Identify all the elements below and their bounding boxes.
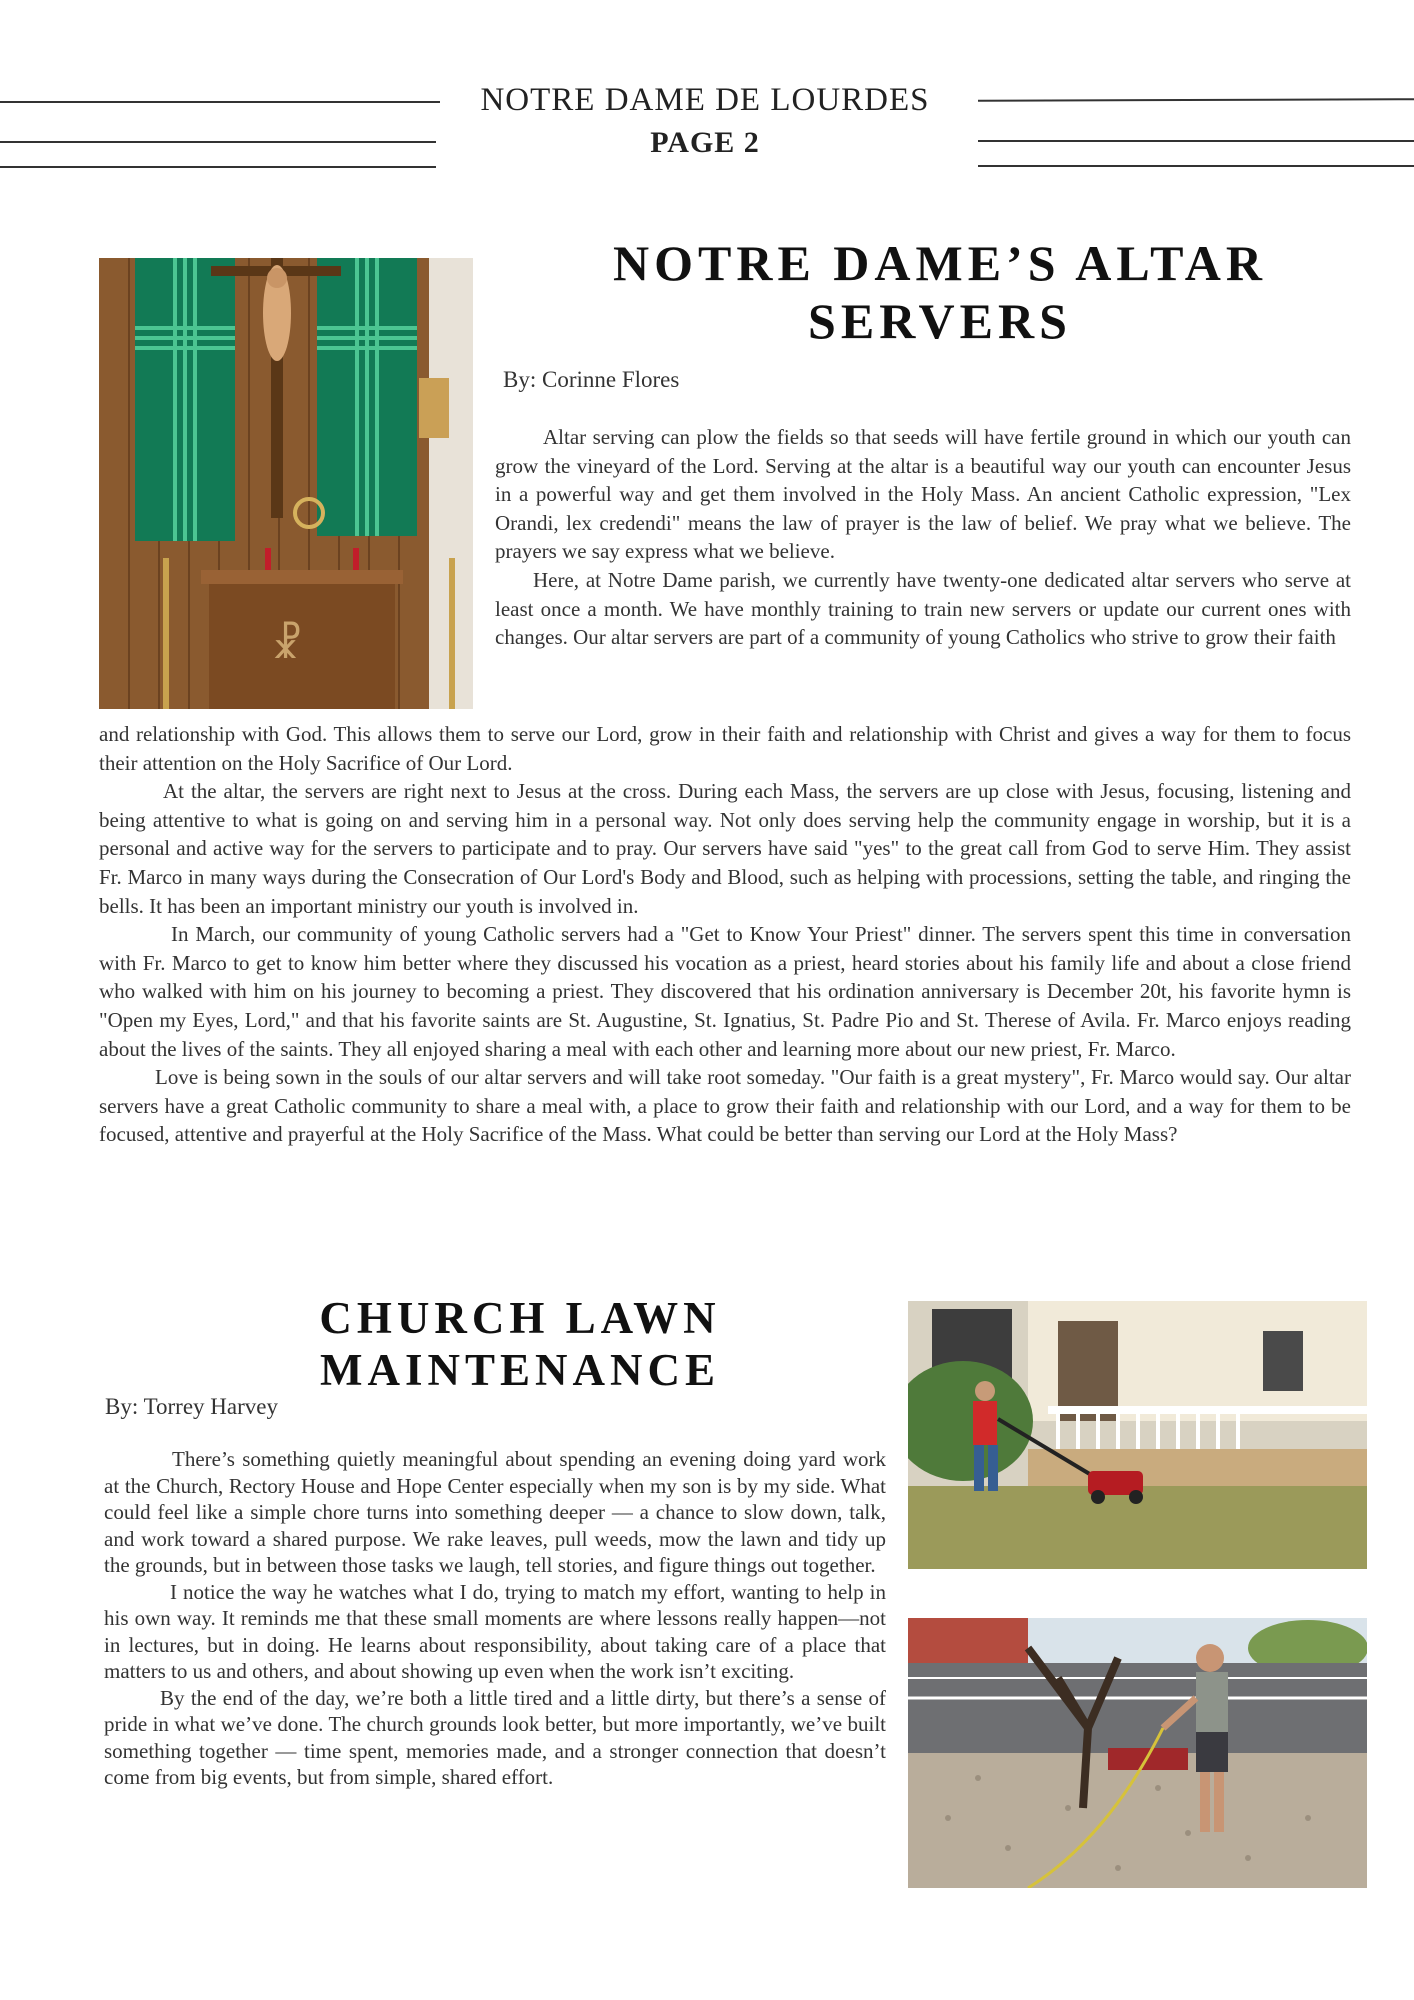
masthead-rule-mid-left [0,141,436,143]
masthead-rule-mid-right [978,140,1414,142]
paragraph: By the end of the day, we’re both a little tired and a little dirty, but there’s a sense of pride in what we’ve done. The church grounds look better, but more importantly, we’ve built something together — time spent, memories made, and a stronger connection that doesn’t come from big events, but from simple, shared effort. [104,1685,886,1789]
paragraph: In March, our community of young Catholic servers had a "Get to Know Your Priest" dinner. The servers spent this time in conversation with Fr. Marco to get to know him better where they discussed his vocation as a priest, heard stories about his family life and about a close friend who walked with him on his journey to becoming a priest. They discovered that his ordination anniversary is December 20t, his favorite hymn is "Open my Eyes, Lord," and that his favorite saints are St. Augustine, St. Ignatius, St. Padre Pio and St. Therese of Avila. Fr. Marco enjoys reading about the lives of the saints. They all enjoyed sharing a meal with each other and learning more about our new priest, Fr. Marco. [99,922,1351,1061]
article-byline-lawn: By: Torrey Harvey [105,1394,278,1419]
newsletter-title: NOTRE DAME DE LOURDES [480,82,930,118]
article-byline-altar-servers: By: Corinne Flores [503,367,680,392]
article-headline-altar-servers [560,234,1320,350]
lawn-mowing-photo [908,1301,1367,1569]
article-headline-lawn-maintenance [240,1292,800,1396]
headline-line-2: SERVERS [808,293,1072,349]
headline-line-1: CHURCH LAWN [319,1293,721,1343]
headline-line-1: NOTRE DAME’S ALTAR [613,235,1267,291]
paragraph: I notice the way he watches what I do, trying to match my effort, wanting to help in his own way. It reminds me that these small moments are where lessons really happen—not in lectures, but in doing. He learns about responsibility, about taking care of a place that matters to us and others, and about showing up even when the work isn’t exciting. [104,1579,886,1683]
tree-watering-photo [908,1618,1367,1888]
paragraph: At the altar, the servers are right next to Jesus at the cross. During each Mass, the servers are up close with Jesus, focusing, listening and being attentive to what is going on and serving him in a personal way. Not only does serving help the community engage in worship, but it is a personal and active way for the servers to participate and to pray. Our servers have said "yes" to the great call from God to serve Him. They assist Fr. Marco in many ways during the Consecration of Our Lord's Body and Blood, such as helping with processions, setting the table, and ringing the bells. It has been an important ministry our youth is involved in. [99,779,1351,918]
masthead-rule-bottom-right [978,165,1414,167]
masthead-rule-top-left [0,101,440,103]
headline-line-2: MAINTENANCE [319,1345,720,1395]
svg-text:☧: ☧ [271,622,303,668]
article-body-full [99,720,1351,1149]
paragraph: Altar serving can plow the fields so that seeds will have fertile ground in which our youth can grow the vineyard of the Lord. Serving at the altar is a beautiful way our youth can encounter Jesus in a powerful way and get them involved in the Holy Mass. An ancient Catholic expression, "Lex Orandi, lex credendi" means the law of prayer is the law of belief. We pray what we believe. The prayers we say express what we believe. [495,425,1351,564]
article-body-lawn [104,1446,886,1791]
paragraph: Here, at Notre Dame parish, we currently have twenty-one dedicated altar servers who serve at least once a month. We have monthly training to train new servers or update our current ones with changes. Our altar servers are part of a community of young Catholics who strive to grow their faith [495,567,1351,650]
masthead-rule-bottom-left [0,166,436,168]
paragraph: and relationship with God. This allows them to serve our Lord, grow in their faith and relationship with Christ and gives a way for them to focus their attention on the Holy Sacrifice of Our Lord. [99,722,1351,775]
paragraph: There’s something quietly meaningful about spending an evening doing yard work at the Church, Rectory House and Hope Center especially when my son is by my side. What could feel like a simple chore turns into something deeper — a chance to slow down, talk, and work toward a shared purpose. We rake leaves, pull weeds, mow the lawn and tidy up the grounds, but in between those tasks we laugh, tell stories, and figure things out together. [104,1447,886,1577]
paragraph: Love is being sown in the souls of our altar servers and will take root someday. "Our faith is a great mystery", Fr. Marco would say. Our altar servers have a great Catholic community to share a meal with, a place to grow their faith and relationship with our Lord, and a way for them to be focused, attentive and prayerful at the Holy Sacrifice of the Mass. What could be better than serving our Lord at the Holy Mass? [99,1065,1351,1147]
page-number: PAGE 2 [650,126,760,159]
altar-photo [99,258,473,709]
article-body-wrap [495,423,1351,652]
masthead-rule-top-right [978,98,1414,102]
